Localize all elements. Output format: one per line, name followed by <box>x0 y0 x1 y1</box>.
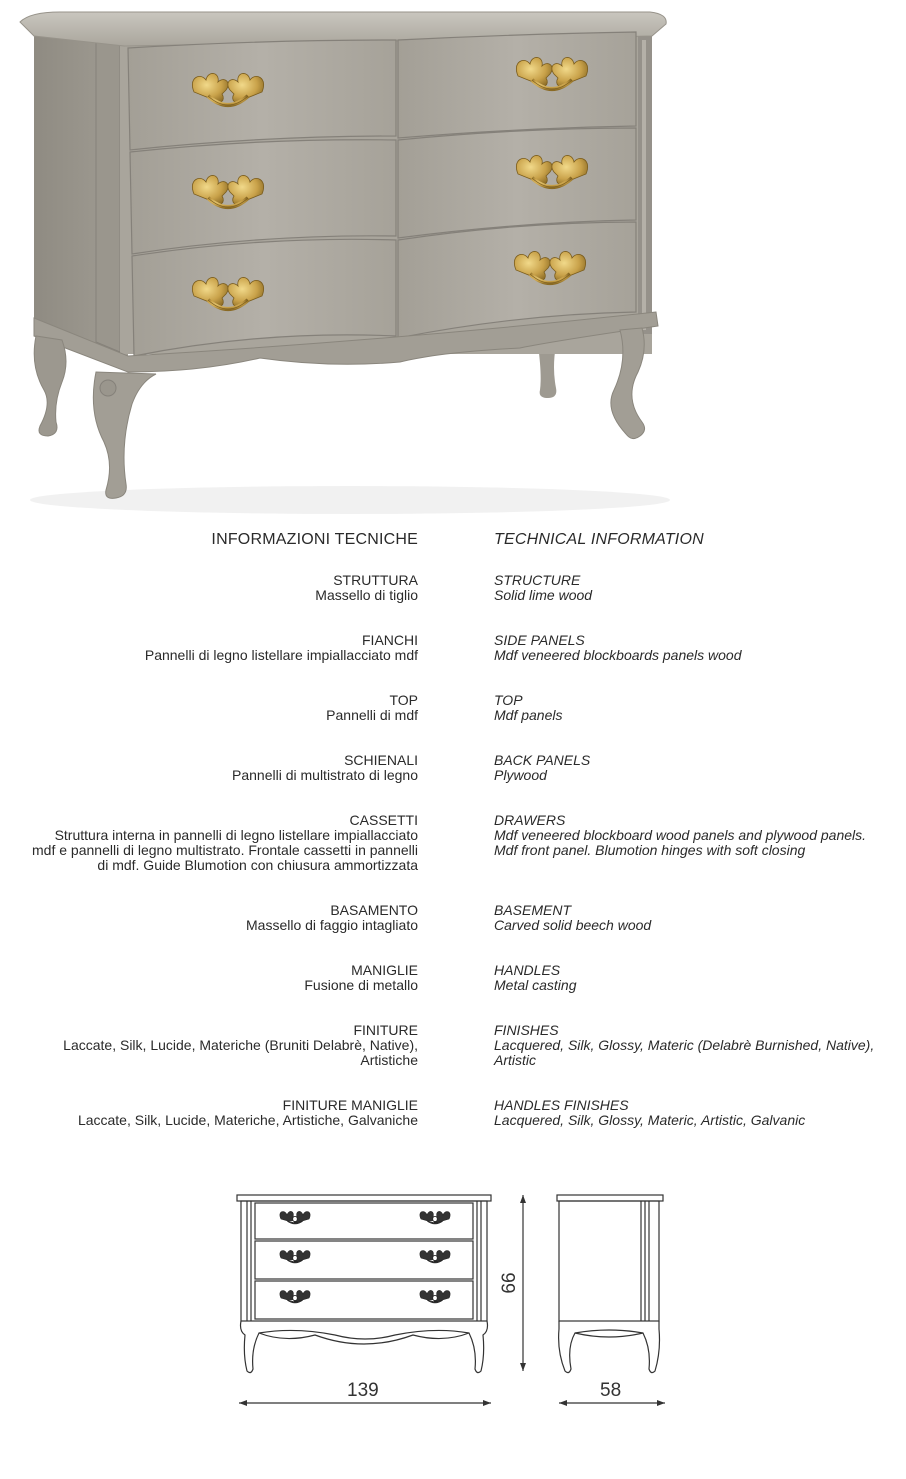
spec-value: Mdf panels <box>494 707 563 723</box>
spec-label: BASAMENTO <box>330 902 418 918</box>
spec-label: HANDLES FINISHES <box>494 1097 629 1113</box>
spec-label: DRAWERS <box>494 812 566 828</box>
spec-label: HANDLES <box>494 962 561 978</box>
spec-value: Massello di tiglio <box>315 587 418 603</box>
spec-value: Fusione di metallo <box>304 977 418 993</box>
heading-en: TECHNICAL INFORMATION <box>494 531 704 548</box>
spec-top-en <box>494 693 562 723</box>
front-view <box>237 1195 491 1373</box>
spec-handles-finishes-en <box>494 1098 805 1128</box>
spec-value: Plywood <box>494 767 547 783</box>
spec-value: Artistiche <box>360 1052 418 1068</box>
spec-label: FIANCHI <box>362 632 418 648</box>
spec-value: Lacquered, Silk, Glossy, Materic (Delabrè Burnished, Native), <box>494 1037 875 1053</box>
width-dimension-label: 139 <box>347 1380 379 1401</box>
spec-value: di mdf. Guide Blumotion con chiusura ammortizzata <box>97 857 418 873</box>
side-view <box>557 1195 663 1373</box>
spec-handles-it <box>304 963 418 993</box>
spec-value: Pannelli di multistrato di legno <box>232 767 418 783</box>
spec-side-panels-it <box>145 633 418 663</box>
spec-basement-en <box>494 903 651 933</box>
spec-value: Pannelli di legno listellare impiallacciato mdf <box>144 647 418 663</box>
spec-label: FINITURE <box>353 1022 418 1038</box>
spec-value: Mdf front panel. Blumotion hinges with soft closing <box>494 842 806 858</box>
spec-value: Laccate, Silk, Lucide, Materiche (Bruniti Delabrè, Native), <box>63 1037 418 1053</box>
spec-value: Carved solid beech wood <box>494 917 652 933</box>
spec-handles-finishes-it <box>78 1098 418 1128</box>
spec-finishes-it <box>63 1023 418 1068</box>
spec-label: CASSETTI <box>349 812 418 828</box>
spec-drawers-en <box>494 813 866 858</box>
spec-value: Pannelli di mdf <box>326 707 418 723</box>
spec-top-it <box>326 693 418 723</box>
spec-value: Lacquered, Silk, Glossy, Materic, Artistic, Galvanic <box>494 1112 806 1128</box>
spec-label: BACK PANELS <box>494 752 591 768</box>
spec-side-panels-en <box>494 633 742 663</box>
spec-value: Laccate, Silk, Lucide, Materiche, Artistiche, Galvaniche <box>77 1112 418 1128</box>
spec-label: FINITURE MANIGLIE <box>282 1097 418 1113</box>
spec-value: Artistic <box>494 1052 536 1068</box>
depth-dimension-label: 58 <box>600 1380 622 1401</box>
spec-label: FINISHES <box>494 1022 559 1038</box>
spec-label: MANIGLIE <box>351 962 418 978</box>
product-photo <box>0 0 906 520</box>
spec-value: Mdf veneered blockboards panels wood <box>494 647 742 663</box>
spec-value: Massello di faggio intagliato <box>246 917 418 933</box>
heading-it: INFORMAZIONI TECNICHE <box>211 531 418 548</box>
spec-back-panels-it <box>232 753 418 783</box>
spec-label: STRUTTURA <box>333 572 418 588</box>
spec-structure-it <box>315 573 418 603</box>
spec-value: mdf e pannelli di legno multistrato. Frontale cassetti in pannelli <box>32 842 418 858</box>
spec-label: TOP <box>494 692 523 708</box>
spec-label: BASEMENT <box>494 902 572 918</box>
spec-back-panels-en <box>494 753 590 783</box>
spec-drawers-it <box>32 813 418 873</box>
spec-value: Mdf veneered blockboard wood panels and plywood panels. <box>494 827 867 843</box>
height-dimension-label: 99 <box>496 1272 518 1294</box>
spec-label: SCHIENALI <box>344 752 418 768</box>
spec-value: Metal casting <box>494 977 577 993</box>
spec-structure-en <box>494 573 592 603</box>
spec-label: STRUCTURE <box>494 572 581 588</box>
spec-value: Solid lime wood <box>494 587 593 603</box>
spec-label: SIDE PANELS <box>494 632 585 648</box>
spec-value: Struttura interna in pannelli di legno listellare impiallacciato <box>54 827 418 843</box>
spec-finishes-en <box>494 1023 874 1068</box>
spec-basement-it <box>246 903 418 933</box>
spec-handles-en <box>494 963 576 993</box>
spec-label: TOP <box>389 692 418 708</box>
